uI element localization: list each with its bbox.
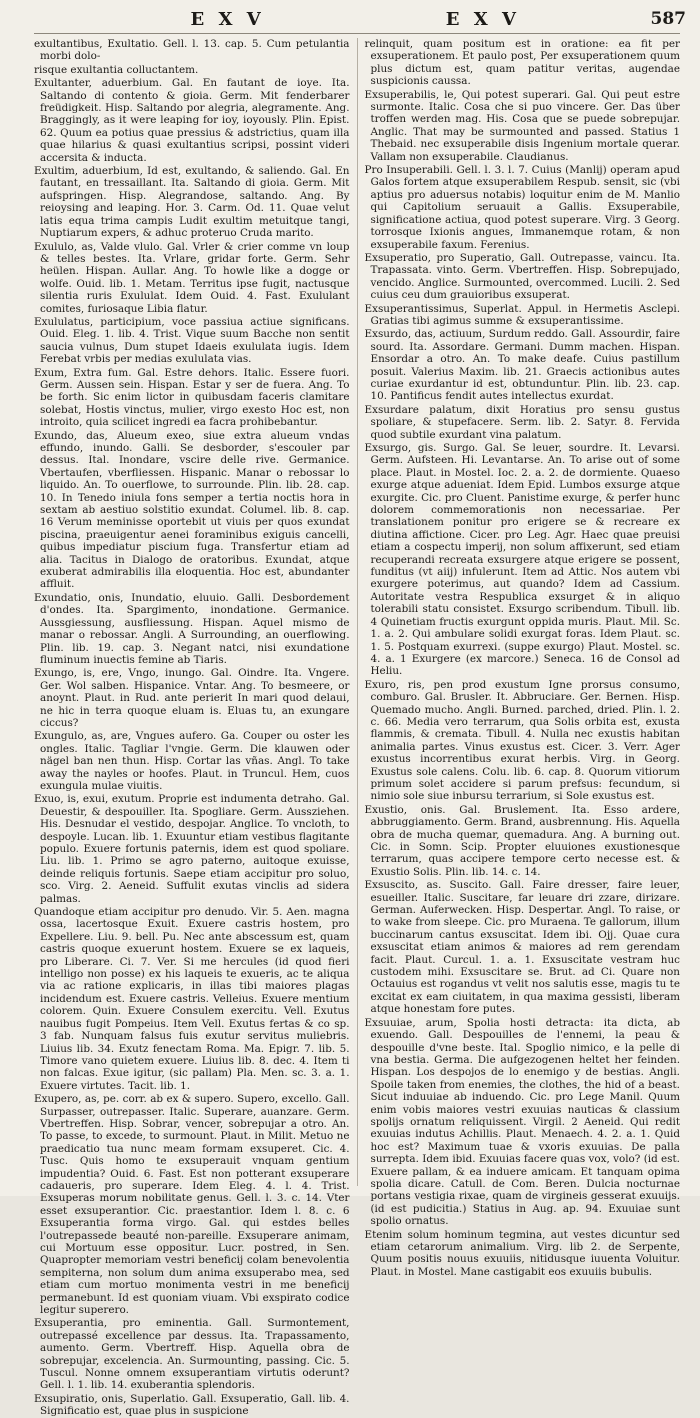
header-rule bbox=[34, 33, 680, 34]
dictionary-entry: Exsupiratio, onis, Superlatio. Gall. Exsuperatio, Gall. lib. 4. Significatio est, quae plus in suspicione bbox=[34, 1392, 350, 1418]
right-column bbox=[364, 38, 681, 1278]
dictionary-entry: Exustio, onis. Gal. Bruslement. Ita. Esso ardere, abbruggiamento. Germ. Brand, ausbrennung. His. Aquella obra de mucha quemar, quemadura. Ang. A burning out. Cic. in Somn. Scip. Propter eluuiones exustionesque terrarum, quas accipere tempore certo necesse est. & Exustio Solis. Plin. lib. 14. c. 14. bbox=[364, 803, 680, 878]
dictionary-entry: exultantibus, Exultatio. Gell. l. 13. cap. 5. Cum petulantia morbi dolo- bbox=[34, 38, 350, 63]
dictionary-entry: Exsuperantissimus, Superlat. Appul. in Hermetis Asclepi. Gratias tibi agimus summe & exsuperantissime. bbox=[364, 302, 680, 327]
dictionary-entry: relinquit, quam positum est in oratione: ea fit per exsuperationem. Et paulo post, Per exsuperationem quum plus dictum est, quam patitur veritas, augendae suspicionis caussa. bbox=[364, 38, 680, 88]
dictionary-entry: Exsuperantia, pro eminentia. Gall. Surmontement, outrepassé excellence par dessus. Ita. Trapassamento, aumento. Germ. Vbertreff. Hisp. Aquella obra de sobrepujar, excelencia. An. Surmounting, passing. Cic. 5. Tuscul. Nonne omnem exsuperantiam virtutis oderunt? Gell. l. 1. lib. 14. exuberantia splendoris. bbox=[34, 1317, 350, 1392]
column-divider bbox=[357, 38, 358, 1186]
dictionary-entry: Exum, Extra fum. Gal. Estre dehors. Italic. Essere fuori. Germ. Aussen sein. Hispan. Estar y ser de fuera. Ang. To be forth. Sic enim lictor in quibusdam faceris clamitare solebat, Hostis vinctus, mulier, virgo exesto Hoc est, non introito, quia scilicet ingredi ea facra prohibebantur. bbox=[34, 366, 350, 429]
dictionary-entry: Quandoque etiam accipitur pro denudo. Vir. 5. Aen. magna ossa, lacertosque Exuit. Exuere castris hostem, pro Expellere. Liu. 9. bell. Pu. Nec ante abscessum est, quam castris quoque exuerunt hostem. Exuere se ex laqueis, pro Liberare. Ci. 7. Ver. Si me hercules (id quod fieri intelligo non posse) ex his laqueis te exueris, ac te aliqua via ac ratione explicaris, in illas tibi maiores plagas incidendum est. Exuere castris. Velleius. Exuere mentium colorem. Quin. Exuere Consulem exercitu. Vell. Exutus nauibus fugit Pompeius. Item Vell. Exutus fertas & co sp. 3 fab. Nunquam falsus fuis exutur servitus muliebris. Liuius lib. 34. Exutz fenectam Roma. Ma. Epigr. 7. lib. 5. Timore vano quietem exuere. Liuius lib. 8. dec. 4. Item ti non falcas. Exue igitur, (sic pallam) Pla. Men. sc. 3. a. 1. Exuere virtutes. Tacit. lib. 1. bbox=[34, 906, 350, 1092]
dictionary-entry: Exululatus, participium, voce passiua actiue significans. Ouid. Eleg. 1. lib. 4. Trist. Vique suum Bacche non sentit saucia vulnus, Dum stupet Idaeis exululata iugis. Idem Ferebat vrbis per medias exululata vias. bbox=[34, 315, 350, 366]
dictionary-entry: Exuro, ris, pen prod exustum Igne prorsus consumo, comburo. Gal. Brusler. It. Abbruciare. Ger. Bernen. Hisp. Quemado mucho. Angli. Burned. parched, dried. Plin. l. 2. c. 66. Media vero terrarum, qua Solis orbita est, exusta flammis, & cremata. Tibull. 4. Nulla nec exustis habitan animalia partes. Vinus exustus est. Cicer. 3. Verr. Ager exustus incorrentibus exurat herbis. Virg. in Georg. Exustus sole calens. Colu. lib. 6. cap. 8. Quorum vitiorum primum solet accidere si parum prefsus: fecundum, si nimio sole siue inbursu terrarium, si Sole exustus est. bbox=[364, 678, 680, 803]
running-head-left: E X V bbox=[190, 8, 265, 30]
dictionary-entry: Exuo, is, exui, exutum. Proprie est indumenta detraho. Gal. Deuestir, & despouiller. Ita. Spogliare. Germ. Aussziehen. His. Desnudar el vestido, despojar. Anglice. To vncloth, to despoyle. Lucan. lib. 1. Exuuntur etiam vestibus flagitante populo. Exuere fortunis paternis, idem est quod spoliare. Liu. lib. 1. Primo se agro paterno, auitoque exuisse, deinde reliquis fortunis. Saepe etiam accipitur pro soluo, sco. Virg. 2. Aeneid. Suffulit exutas vinclis ad sidera palmas. bbox=[34, 793, 350, 905]
running-head-right: E X V bbox=[445, 8, 520, 30]
dictionary-entry: Exupero, as, pe. corr. ab ex & supero. Supero, excello. Gall. Surpasser, outrepasser. Italic. Superare, auanzare. Germ. Vbertreffen. Hisp. Sobrar, vencer, sobrepujar a otro. An. To passe, to excede, to surmount. Plaut. in Milit. Metuo ne praedicatio tua nunc meam formam exsuperet. Cic. 4. Tusc. Quis homo te exsuperauit vnquam gentium impudentia? Ouid. 6. Fast. Est non potterant exsuperare cadaueris, pro superare. Idem Eleg. 4. l. 4. Trist. Exsuperas morum nobilitate genus. Gell. l. 3. c. 14. Vter esset exsuperantior. Cic. praestantior. Idem l. 8. c. 6 Exsuperantia forma virgo. Gal. qui estdes belles l'outrepassede beauté non-pareille. Exsuperare animam, cui Mortuum esse oppositur. Lucr. postred, in Sen. Quapropter memoriam vestri beneficij colam benevolentia sempiterna, non solum dum anima exsuperabo mea, sed etiam cum mortuo monimenta vestri in me beneficij permanebunt. Id est quoniam viuam. Vbi exspirato codice legitur superero. bbox=[34, 1093, 350, 1317]
dictionary-entry: Exungulo, as, are, Vngues aufero. Ga. Couper ou oster les ongles. Italic. Tagliar l'vngie. Germ. Die klauwen oder nägel ban nen thun. Hisp. Cortar las vñas. Angl. To take away the nayles or hoofes. Plaut. in Truncul. Hem, cuos exungula mulae viuitis. bbox=[34, 730, 350, 792]
dictionary-entry: Exundatio, onis, Inundatio, eluuio. Galli. Desbordement d'ondes. Ita. Spargimento, inondatione. Germanice. Aussgiessung, ausfliessung. Hispan. Aquel mismo de manar o rebossar. Angli. A Surrounding, an ouerflowing. Plin. lib. 19. cap. 3. Negant natci, nisi exundatione fluminum inuectis femine ab Tiaris. bbox=[34, 591, 350, 666]
dictionary-entry: Etenim solum hominum tegmina, aut vestes dicuntur sed etiam cetarorum animalium. Virg. lib 2. de Serpente, Quum positis nouus exuuiis, nitidusque iuuenta Voluitur. Plaut. in Mostel. Mane castigabit eos exuuiis bubulis. bbox=[364, 1228, 680, 1278]
dictionary-entry: Exsurdare palatum, dixit Horatius pro sensu gustus spoliare, & stupefacere. Serm. lib. 2. Satyr. 8. Fervida quod subtile exurdant vina palatum. bbox=[364, 403, 680, 441]
dictionary-entry: Exundo, das, Alueum exeo, siue extra alueum vndas effundo, inundo. Galli. Se desborder, s'escouler par dessus. Ital. Inondare, vscire delle rive. Germanice. Vbertaufen, vberfliessen. Hispanic. Manar o rebossar lo liquido. An. To ouerflowe, to surrounde. Plin. lib. 28. cap. 10. In Tenedo iniula fons semper a tertia noctis hora in sextam ab aestiuo solstitio exundat. Columel. lib. 8. cap. 16 Verum meminisse oportebit ut viuis per quos exundat piscina, praeuigentur aenei foraminibus exiguis cancelli, quibus impediatur piscium fuga. Transfertur etiam ad alia. Tacitus in Dialogo de oratoribus. Exundat, atque exuberat admirabilis illa eloquentia. Hoc est, abundanter affluit. bbox=[34, 429, 350, 591]
dictionary-entry: Exsuscito, as. Suscito. Gall. Faire dresser, faire leuer, esueiller. Italic. Suscitare, far leuare dri zzare, dirizare. German. Auferwecken. Hisp. Despertar. Angl. To raise, or to wake from sleepe. Cic. pro Muraena. Te gallorum, illum buccinarum cantus exsuscitat. Idem ibi. Ojj. Quae cura exsuscitat etiam animos & maiores ad rem gerendam facit. Plaut. Curcul. 1. a. 1. Exsuscitate vestram huc custodem mihi. Exsuscitare se. Brut. ad Ci. Quare non Octauius est rogandus vt velit nos salutis esse, magis tu te excitat ex eam ciuitatem, in qua maxima gessisti, liberam atque honestam fore putes. bbox=[364, 879, 680, 1016]
dictionary-entry: Exsurgo, gis. Surgo. Gal. Se leuer, sourdre. It. Levarsi. Germ. Aufsteen. Hi. Levantarse. An. To arise out of some place. Plaut. in Mostel. Ioc. 2. a. 2. de dormiente. Quaeso exurge atque adueniat. Idem Epid. Lumbos exsurge atque exurgite. Cic. pro Cluent. Panistime exurge, & perfer hunc dolorem commemorationis non necessariae. Per translationem ponitur pro erigere se & recreare ex diutina affictione. Cicer. pro Leg. Agr. Haec quae preuisi etiam a cospectu imperij, non solum affixerunt, sed etiam recuperandi recreata exsurgere atque erigere se possent, funditus (vt aiij) infulerunt. Item ad Attic. Nos autem vbi exurgere poterimus, aut quando? Idem ad Cassium. Autoritate vestra Respublica exsurget & in aliquo tolerabili statu consistet. Exsurgo scribendum. Tibull. lib. 4 Quinetiam fructis exurgunt oppida muris. Plaut. Mil. Sc. 1. a. 2. Qui ambulare solidi exurgat foras. Idem Plaut. sc. 1. 5. Postquam exurrexi. (suppe exurgo) Plaut. Mostel. sc. 4. a. 1 Exurgere (ex marcore.) Seneca. 16 de Consol ad Heliu. bbox=[364, 442, 680, 678]
dictionary-entry: Exsuperatio, pro Superatio, Gall. Outrepasse, vaincu. Ita. Trapassata. vinto. Germ. Vbertreffen. Hisp. Sobrepujado, vencido. Anglice. Surmounted, overcommed. Lucili. 2. Sed cuius ceu dum grauioribus exsuperat. bbox=[364, 251, 680, 302]
dictionary-entry: Exsuperabilis, le, Qui potest superari. Gal. Qui peut estre surmonte. Italic. Cosa che si puo vincere. Ger. Das über troffen werden mag. His. Cosa que se puede sobrepujar. Anglic. That may be surmounted and passed. Statius 1 Thebaid. nec exsuperabile disis Ingenium mortale querar. Vallam non exsuperabile. Claudianus. bbox=[364, 88, 680, 163]
dictionary-entry: Exultim, aduerbium, Id est, exultando, & saliendo. Gal. En fautant, en tressaillant. Ita. Saltando di gioia. Germ. Mit aufspringen. Hisp. Alegrandose, saltando. Ang. By reioysing and leaping. Hor. 3. Carm. Od. 11. Quae velut latis equa trima campis Ludit exultim metuitque tangi, Nuptiarum expers, & adhuc proteruo Cruda marito. bbox=[34, 165, 350, 240]
dictionary-entry: risque exultantia colluctantem. bbox=[34, 63, 199, 76]
dictionary-entry: Exsurdo, das, actiuum, Surdum reddo. Gall. Assourdir, faire sourd. Ita. Assordare. Germani. Dumm machen. Hispan. Ensordar a otro. An. To make deafe. Cuius pastillum posuit. Valerius Maxim. lib. 21. Graecis actionibus autes curiae exurdantur id est, obtunduntur. Plin. lib. 23. cap. 10. Pantificus fendit autes intellectus exurdat. bbox=[364, 328, 680, 403]
page-number: 587 bbox=[650, 9, 686, 29]
dictionary-entry: Pro Insuperabili. Gell. l. 3. l. 7. Cuius (Manlij) operam apud Galos fortem atque exsuperabilem Respub. sensit, sic (vbi aptius pro aduersus notabis) loquitur enim de M. Manlio qui Capitolium seruauit a Gallis. Exsuperabile, significatione actiua, quod potest superare. Virg. 3 Georg. torrosque Ixionis angues, Immanemque rotam, & non exsuperabile faxum. Ferenius. bbox=[364, 164, 680, 251]
dictionary-entry: Exululo, as, Valde vlulo. Gal. Vrler & crier comme vn loup & telles bestes. Ita. Vrlare, gridar forte. Germ. Sehr heülen. Hispan. Aullar. Ang. To howle like a dogge or wolfe. Ouid. lib. 1. Metam. Territus ipse fugit, nactusque silentia ruris Exululat. Idem Ouid. 4. Fast. Exululant comites, furiosaque Libia flatur. bbox=[34, 240, 350, 315]
left-column bbox=[34, 38, 350, 1418]
dictionary-entry: Exultanter, aduerbium. Gal. En fautant de ioye. Ita. Saltando di contento & gioia. Germ. Mit fenderbarer freüdigkeit. Hisp. Saltando por alegria, alegramente. Ang. Braggingly, as it were leaping for ioy, ioyously. Plin. Epist. 62. Quum ea potius quae pressius & adstrictius, quam illa quae hilarius & quasi exultantius scripsi, possint videri accersita & inducta. bbox=[34, 77, 350, 164]
dictionary-entry: Exungo, is, ere, Vngo, inungo. Gal. Oindre. Ita. Vngere. Ger. Wol salben. Hispanice. Vntar. Ang. To besmeere, or anoynt. Plaut. in Rud. ante perierit In mari quod delaui, ne hic in terra quoque eluam is. Eluas tu, an exungare ciccus? bbox=[34, 667, 350, 729]
text-columns bbox=[34, 38, 680, 1418]
dictionary-entry: Exsuuiae, arum, Spolia hosti detracta: ita dicta, ab exuendo. Gall. Despouilles de l'ennemi, la peau & despouille d'vne beste. Ital. Spoglio nimico, e la pelle di vna bestia. Germa. Die aufgezogenen heltet her feinden. Hispan. Los despojos de lo enemigo y de bestias. Angli. Spoile taken from enemies, the clothes, the hid of a beast. Sicut induuiae ab induendo. Cic. pro Lege Manil. Quum enim vobis maiores vestri exuuias nauticas & classium spolijs ornatum reliquissent. Virgil. 2 Aeneid. Qui redit exuuias indutus Achillis. Plaut. Menaech. 4. 2. a. 1. Quid hoc est? Maximum tuae & vxoris exuuias. De palla surrepta. Idem ibid. Exuuias facere quas vox, volo? (id est. Exuere pallam, & ea induere amicam. Et tanquam opima spolia dicare. Catull. de Com. Beren. Dulcia nocturnae portans vestigia rixae, quam de virgineis gesserat exuuijs. (id est pudicitia.) Statius in Aug. ap. 94. Exuuiae sunt spolio ornatus. bbox=[364, 1016, 680, 1228]
page-header bbox=[30, 6, 686, 32]
